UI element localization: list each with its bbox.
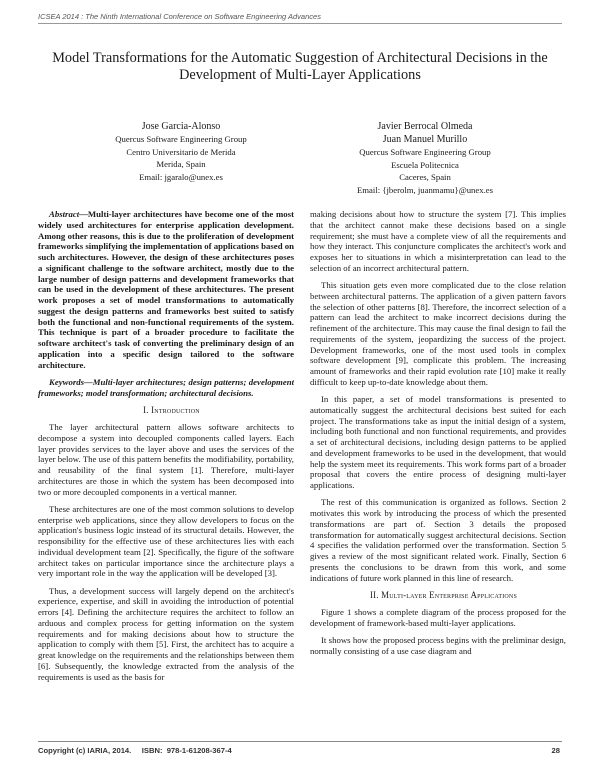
section-numeral: I. [143, 404, 149, 415]
author-block-1 [61, 120, 301, 183]
abstract-label: Abstract [49, 209, 80, 219]
page-number: 28 [551, 746, 560, 755]
paragraph: It shows how the proposed process begins with the preliminar design, normally consisting of a use case diagram and [310, 635, 566, 656]
author-affiliation: Quercus Software Engineering Group [359, 147, 491, 157]
paragraph: The layer architectural pattern allows software architects to decompose a system into decoupled components called layers. Each layer provides services to the layer above and uses the services of the layer below. The use of this pattern benefits the modifiability, portability, and reusability of the final system [1]. Therefore, multi-layer architectures are those in which the system has been decomposed into two or more decoupled components in a vertical manner. [38, 422, 294, 497]
author-name: Javier Berrocal Olmeda [377, 121, 473, 132]
section-numeral: II. [369, 589, 379, 600]
author-name-2: Juan Manuel Murillo [382, 134, 468, 145]
author-block-2 [305, 120, 545, 196]
keywords-text: —Multi-layer architectures; design patterns; development frameworks; model transformation; architectural decisions. [38, 376, 294, 398]
keywords-label: Keywords [49, 376, 84, 387]
author-institution: Centro Universitario de Merida [126, 146, 236, 157]
author-email: Email: {jberolm, juanmamu}@unex.es [356, 184, 493, 195]
paragraph: The rest of this communication is organized as follows. Section 2 motivates this work by introducing the process of which the presented transformations are part of. Section 3 details the proposed transformation for automatically suggest architectural decisions. Section 4 specifies the validation performed over the transformation. Section 5 gives a review of the most significant related work. Finally, Section 6 presents the conclusions to be drawn from this work, and some indications of future work planned in this line of research. [310, 497, 566, 583]
author-location: Merida, Spain [156, 159, 206, 169]
paper-title-line-1: Model Transformations for the Automatic Suggestion of Architectural Decisions in the [52, 50, 548, 66]
author-affiliation: Quercus Software Engineering Group [115, 134, 247, 144]
section-heading-introduction [38, 405, 294, 416]
footer-copyright: Copyright (c) IARIA, 2014. ISBN: 978-1-61208-367-4 [38, 746, 232, 755]
abstract [38, 209, 294, 370]
header-divider [38, 23, 562, 24]
author-name: Jose Garcia-Alonso [141, 121, 221, 132]
keywords [38, 377, 294, 399]
left-column [38, 209, 294, 719]
paragraph: Thus, a development success will largely depend on the architect's experience, expertise, and skill in avoiding the introduction of potential errors [4]. Defining the architecture requires the architect to follow an arduous and complex process for getting information on the system requirements and for making decisions about how to structure the application to comply with them [5]. First, the architect has to acquire a great knowledge on the requirements and the relationships between them [6]. Subsequently, the knowledge extracted from the analysis of the requirements is used as the basis for [38, 585, 294, 682]
paragraph: This situation gets even more complicated due to the close relation between architectural patterns. The application of a given pattern favors the selection of other patterns [8]. Therefore, the incorrect selection of a pattern can lead the architect to make incorrect decisions during the refinement of the architecture. This may cause the final design to fail the requirements of the system, jeopardizing the success of the project. Development frameworks, one of the most used tools in complex software development [9], complicate this problem. The increasing amount of frameworks and their rapid evolution rate [10] make it really difficult to keep up-to-date knowledge about them. [310, 280, 566, 387]
paragraph: In this paper, a set of model transformations is presented to automatically suggest the architectural decisions best suited for each project. The transformations take as input the initial design of a system, including both functional and non functional requirements, and provides a set of architectural decisions, including design patterns to be applied and development frameworks to be used in the development, that would help the system meet its requirements. This work forms part of a broader proposal that covers the entire process of designing multi-layer applications. [310, 394, 566, 490]
footer [38, 746, 562, 755]
right-column [310, 209, 566, 719]
footer-divider [38, 741, 562, 742]
paper-title [38, 50, 562, 84]
paragraph: Figure 1 shows a complete diagram of the process proposed for the development of framework-based multi-layer applications. [310, 607, 566, 628]
abstract-text: —Multi-layer architectures have become one of the most widely used architectures for enterprise application development. Among other reasons, this is due to the proliferation of development frameworks simplifying the implementation of applications based on such architectures. However, the design of these architectures poses a significant challenge to the software architect, mostly due to the large number of design patterns and development frameworks that can be used in the development of these architectures. The present work proposes a set of model transformations to automatically suggest the design patterns and frameworks best suited to satisfy both the functional and non-functional requirements of the system. This technique is part of a broader procedure to facilitate the software architect's task of converting the preliminary design of an application into a specific design tailored to the software architecture. [38, 209, 294, 370]
paragraph: making decisions about how to structure the system [7]. This implies that the architect cannot make these decisions based on a single requirement; she must have a complete view of all the requirements and how they interact. This conjuncture complicates the architect's work and exposes her to situations in which a misinterpretation can lead to the selection of an incorrect architectural pattern. [310, 209, 566, 273]
paper-title-line-2: Development of Multi-Layer Applications [179, 67, 421, 83]
section-title: Multi-layer Enterprise Applications [381, 589, 517, 600]
section-heading-multi-layer [310, 590, 566, 601]
paragraph: These architectures are one of the most common solutions to develop enterprise web applications, since they allow developers to focus on the application's business logic instead of its structural details. However, the responsibility for the effective use of these architectures lies with each individual development team [2]. Specifically, the figure of the software architect takes on particular importance since the architecture plays a very important role in the way the application will be developed [3]. [38, 503, 294, 579]
author-location: Caceres, Spain [399, 172, 451, 182]
author-email: Email: jgaralo@unex.es [139, 171, 223, 182]
section-title: Introduction [151, 404, 200, 415]
author-institution: Escuela Politecnica [391, 159, 459, 170]
running-header: ICSEA 2014 : The Ninth International Conference on Software Engineering Advances [38, 12, 321, 21]
